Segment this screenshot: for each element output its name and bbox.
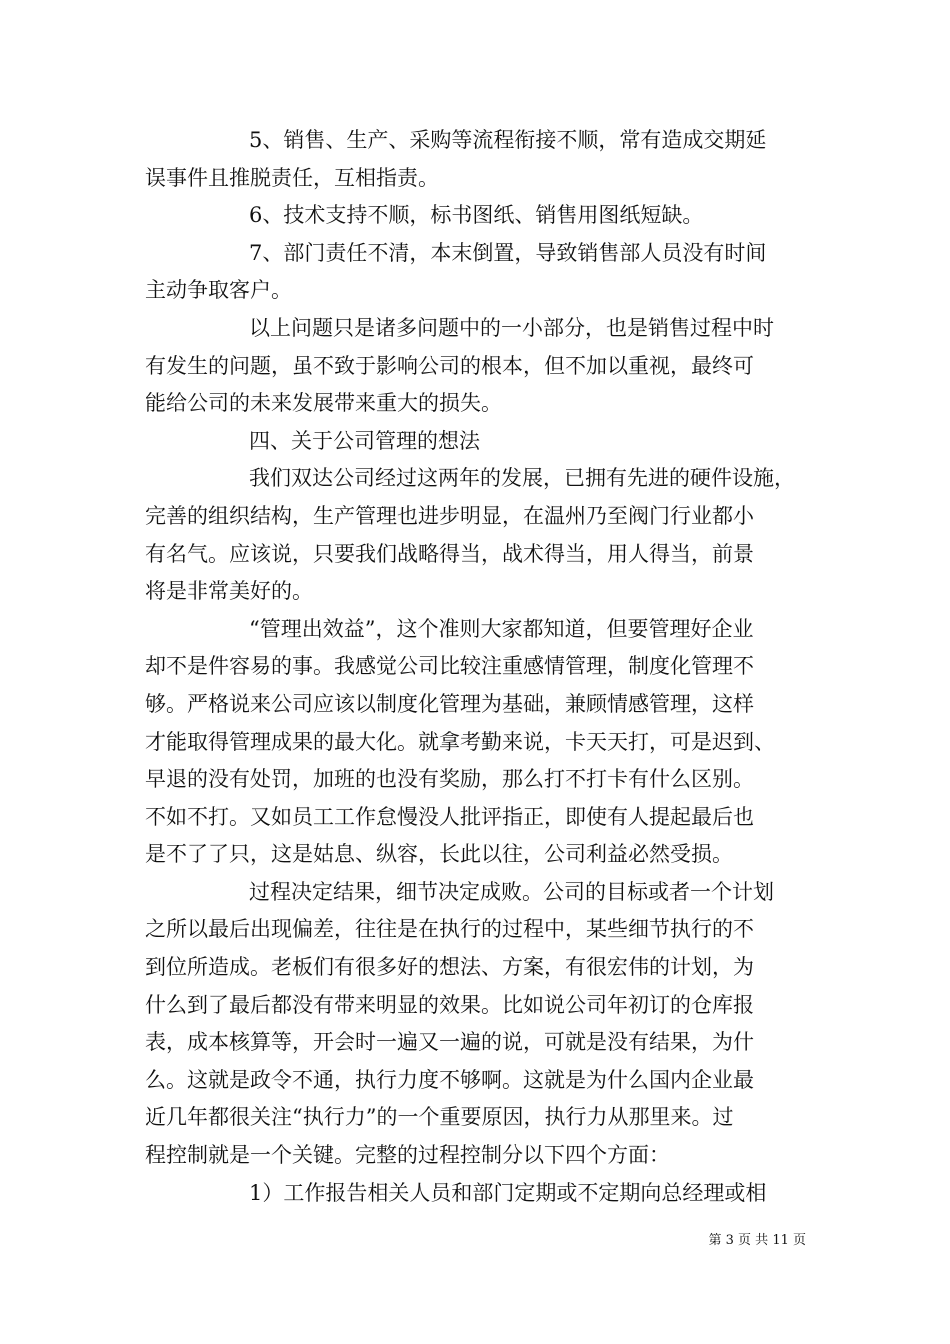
text-line: 够。严格说来公司应该以制度化管理为基础，兼顾情感管理，这样 [145, 691, 754, 716]
text-line: 程控制就是一个关键。完整的过程控制分以下四个方面： [145, 1143, 670, 1168]
text-line: 5、销售、生产、采购等流程衔接不顺，常有造成交期延 [249, 128, 767, 152]
text-line: 什么到了最后都没有带来明显的效果。比如说公司年初订的仓库报 [145, 992, 754, 1017]
text-line: 6、技术支持不顺，标书图纸、销售用图纸短缺。 [249, 203, 704, 228]
text-line: 早退的没有处罚，加班的也没有奖励，那么打不打卡有什么区别。 [145, 767, 754, 792]
text-line: 表，成本核算等，开会时一遍又一遍的说，可就是没有结果，为什 [145, 1030, 754, 1055]
text-line: 主动争取客户。 [145, 278, 292, 303]
text-line: 却不是件容易的事。我感觉公司比较注重感情管理，制度化管理不 [145, 654, 754, 679]
text-line: 能给公司的未来发展带来重大的损失。 [145, 391, 502, 416]
text-line: 有发生的问题，虽不致于影响公司的根本，但不加以重视，最终可 [145, 353, 754, 378]
text-line: 么。这就是政令不通，执行力度不够啊。这就是为什么国内企业最 [145, 1067, 754, 1092]
text-line: 之所以最后出现偏差，往往是在执行的过程中，某些细节执行的不 [145, 917, 754, 942]
text-line: 以上问题只是诸多问题中的一小部分，也是销售过程中时 [249, 315, 774, 340]
text-line: 完善的组织结构，生产管理也进步明显，在温州乃至阀门行业都小 [145, 503, 754, 528]
text-line: 1）工作报告相关人员和部门定期或不定期向总经理或相 [249, 1180, 767, 1205]
text-line: 过程决定结果，细节决定成败。公司的目标或者一个计划 [249, 879, 774, 904]
text-line: 不如不打。又如员工工作怠慢没人批评指正，即使有人提起最后也 [145, 804, 754, 829]
text-line: 7、部门责任不清，本末倒置，导致销售部人员没有时间 [249, 240, 767, 265]
text-line: 我们双达公司经过这两年的发展，已拥有先进的硬件设施， [249, 466, 795, 491]
text-line: 误事件且推脱责任，互相指责。 [145, 165, 439, 190]
text-line: 近几年都很关注“执行力”的一个重要原因，执行力从那里来。过 [145, 1105, 734, 1130]
text-line: 才能取得管理成果的最大化。就拿考勤来说，卡天天打，可是迟到、 [145, 729, 775, 754]
text-line: 有名气。应该说，只要我们战略得当，战术得当，用人得当，前景 [145, 541, 754, 566]
text-line: 四、关于公司管理的想法 [249, 428, 480, 453]
text-line: “管理出效益”，这个准则大家都知道，但要管理好企业 [249, 616, 754, 641]
text-line: 将是非常美好的。 [145, 579, 313, 604]
document-body [145, 122, 825, 1212]
text-line: 是不了了只，这是姑息、纵容，长此以往，公司利益必然受损。 [145, 842, 733, 867]
text-line: 到位所造成。老板们有很多好的想法、方案，有很宏伟的计划，为 [145, 955, 754, 980]
page-number: 第 3 页 共 11 页 [708, 1233, 806, 1248]
